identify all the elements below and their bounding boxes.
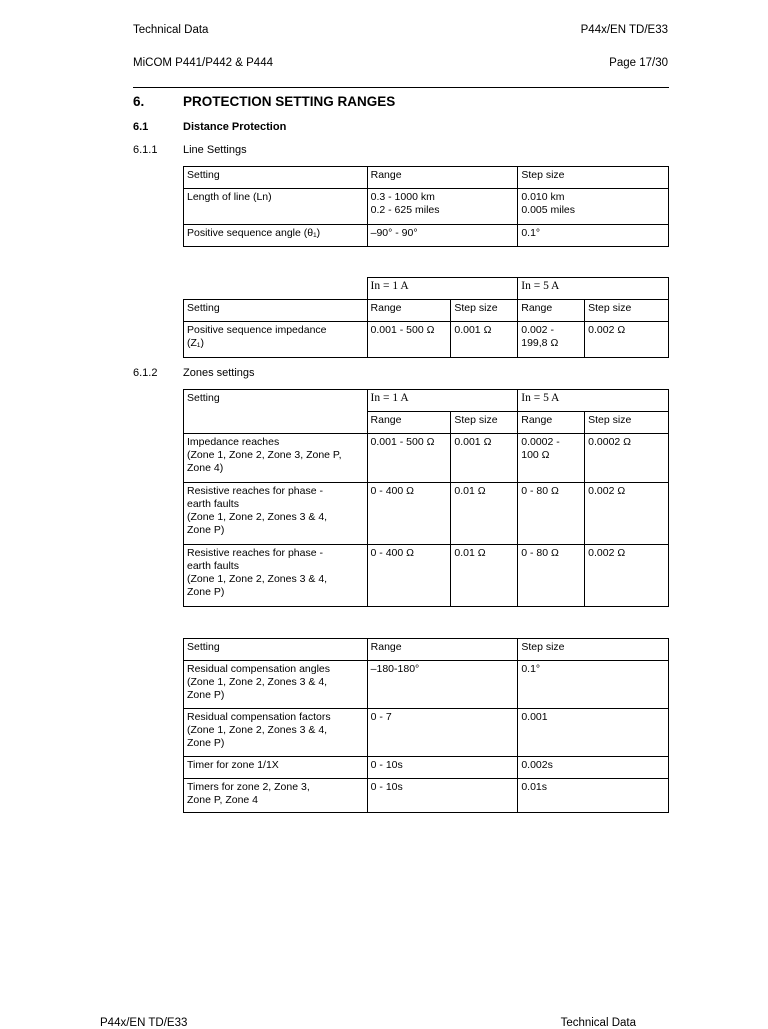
table-cell: 0 - 7 bbox=[367, 709, 518, 757]
table-header-cell: Range bbox=[367, 167, 518, 189]
table-cell: 0.002s bbox=[518, 757, 669, 779]
table-cell: 0 - 400 Ω bbox=[367, 483, 451, 545]
table-cell: 0.001 Ω bbox=[451, 322, 518, 358]
table-row bbox=[184, 661, 669, 709]
table-cell: 0 - 80 Ω bbox=[518, 483, 585, 545]
sub612-number: 6.1.2 bbox=[133, 367, 158, 379]
table-header-cell: Setting bbox=[184, 639, 368, 661]
table-cell: 0.01s bbox=[518, 779, 669, 813]
table-header-cell: Step size bbox=[518, 167, 669, 189]
table-cell: 0.01 Ω bbox=[451, 545, 518, 607]
table-cell: Positive sequence angle (θ₁) bbox=[184, 225, 368, 247]
table-row bbox=[184, 757, 669, 779]
table-cell: 0.010 km 0.005 miles bbox=[518, 189, 669, 225]
empty-cell bbox=[184, 278, 368, 300]
table-header-cell: Step size bbox=[585, 412, 669, 434]
table-cell: 0.002 Ω bbox=[585, 483, 669, 545]
table-cell: 0.002 Ω bbox=[585, 322, 669, 358]
subsection-number: 6.1 bbox=[133, 121, 149, 133]
table-cell: 0.1° bbox=[518, 661, 669, 709]
table-header-cell: Step size bbox=[585, 300, 669, 322]
header-doc-ref: P44x/EN TD/E33 bbox=[580, 24, 668, 36]
table-cell: 0.002 Ω bbox=[585, 545, 669, 607]
subsection-title: Distance Protection bbox=[183, 121, 287, 133]
table-row bbox=[184, 545, 669, 607]
residual-compensation-table bbox=[183, 638, 669, 813]
table-cell: 0.001 Ω bbox=[451, 434, 518, 483]
section-number: 6. bbox=[133, 94, 145, 109]
table-header-cell: Setting bbox=[184, 167, 368, 189]
table-cell: 0 - 80 Ω bbox=[518, 545, 585, 607]
table-header-cell: Range bbox=[367, 300, 451, 322]
table-row bbox=[184, 483, 669, 545]
sub612-title: Zones settings bbox=[183, 367, 255, 379]
header-rule bbox=[133, 87, 669, 88]
table-header-cell: Setting bbox=[184, 300, 368, 322]
table-cell: Residual compensation angles (Zone 1, Zone 2, Zones 3 & 4, Zone P) bbox=[184, 661, 368, 709]
table-cell: 0.001 - 500 Ω bbox=[367, 434, 451, 483]
group-header-in1a: In = 1 A bbox=[367, 390, 518, 412]
table-cell: Resistive reaches for phase - earth faults (Zone 1, Zone 2, Zones 3 & 4, Zone P) bbox=[184, 483, 368, 545]
table-cell: 0.01 Ω bbox=[451, 483, 518, 545]
zones-settings-table bbox=[183, 389, 669, 607]
group-header-in5a: In = 5 A bbox=[518, 278, 669, 300]
group-header-in1a: In = 1 A bbox=[367, 278, 518, 300]
table-row bbox=[184, 225, 669, 247]
table-header-cell: Step size bbox=[451, 300, 518, 322]
table-cell: Residual compensation factors (Zone 1, Zone 2, Zones 3 & 4, Zone P) bbox=[184, 709, 368, 757]
header-doc-type: Technical Data bbox=[133, 24, 209, 36]
table-cell: Length of line (Ln) bbox=[184, 189, 368, 225]
table-row bbox=[184, 434, 669, 483]
table-cell: 0.0002 - 100 Ω bbox=[518, 434, 585, 483]
table-header-cell: Range bbox=[367, 639, 518, 661]
header-page-number: Page 17/30 bbox=[609, 57, 668, 69]
footer-doc-type: Technical Data bbox=[560, 1017, 636, 1029]
table-cell: Timers for zone 2, Zone 3, Zone P, Zone 4 bbox=[184, 779, 368, 813]
footer-doc-ref: P44x/EN TD/E33 bbox=[100, 1017, 188, 1029]
table-cell: 0.001 bbox=[518, 709, 669, 757]
table-cell: –180-180° bbox=[367, 661, 518, 709]
sub611-number: 6.1.1 bbox=[133, 144, 158, 156]
table-header-cell: Range bbox=[518, 412, 585, 434]
table-header-cell: Range bbox=[367, 412, 451, 434]
table-cell: 0.001 - 500 Ω bbox=[367, 322, 451, 358]
table-row bbox=[184, 189, 669, 225]
table-header-cell: Range bbox=[518, 300, 585, 322]
table-cell: 0.002 - 199,8 Ω bbox=[518, 322, 585, 358]
table-cell: Timer for zone 1/1X bbox=[184, 757, 368, 779]
table-cell: 0.0002 Ω bbox=[585, 434, 669, 483]
table-header-cell: Step size bbox=[518, 639, 669, 661]
table-header-cell: Setting bbox=[184, 390, 368, 434]
table-row bbox=[184, 322, 669, 358]
group-header-in5a: In = 5 A bbox=[518, 390, 669, 412]
table-cell: –90° - 90° bbox=[367, 225, 518, 247]
positive-sequence-impedance-table bbox=[183, 277, 669, 358]
sub611-title: Line Settings bbox=[183, 144, 247, 156]
table-row bbox=[184, 709, 669, 757]
table-cell: Resistive reaches for phase - earth faults (Zone 1, Zone 2, Zones 3 & 4, Zone P) bbox=[184, 545, 368, 607]
table-cell: 0 - 10s bbox=[367, 757, 518, 779]
table-cell: 0 - 400 Ω bbox=[367, 545, 451, 607]
header-product: MiCOM P441/P442 & P444 bbox=[133, 57, 273, 69]
line-settings-table bbox=[183, 166, 669, 247]
table-cell: 0 - 10s bbox=[367, 779, 518, 813]
table-row bbox=[184, 779, 669, 813]
table-cell: 0.3 - 1000 km 0.2 - 625 miles bbox=[367, 189, 518, 225]
table-header-cell: Step size bbox=[451, 412, 518, 434]
table-cell: Positive sequence impedance (Z₁) bbox=[184, 322, 368, 358]
table-cell: Impedance reaches (Zone 1, Zone 2, Zone 3, Zone P, Zone 4) bbox=[184, 434, 368, 483]
section-title: PROTECTION SETTING RANGES bbox=[183, 94, 396, 109]
table-cell: 0.1° bbox=[518, 225, 669, 247]
